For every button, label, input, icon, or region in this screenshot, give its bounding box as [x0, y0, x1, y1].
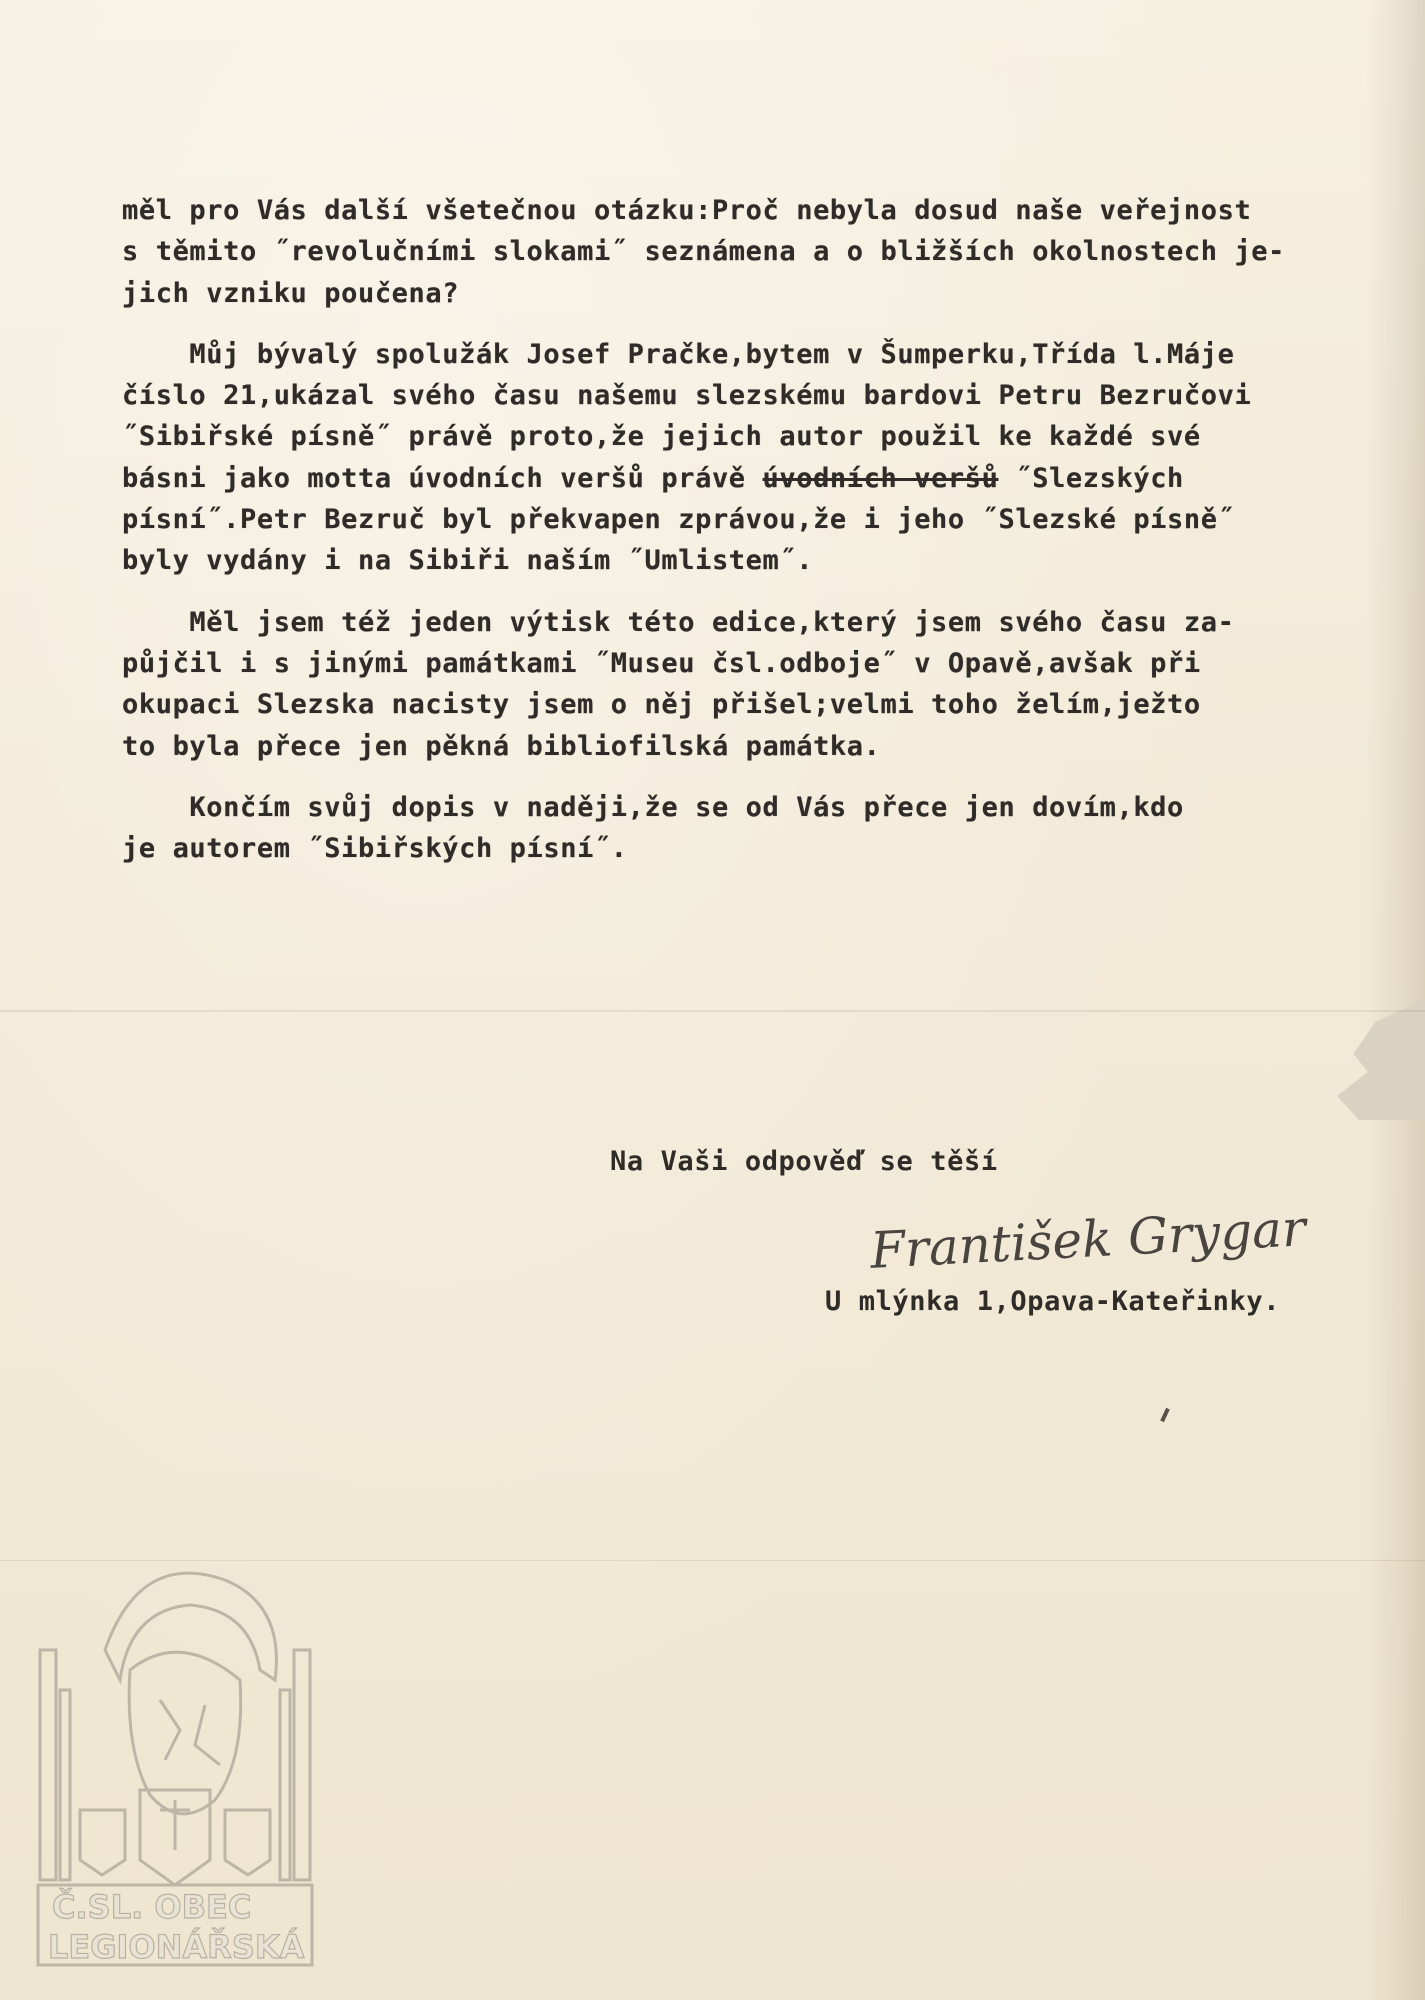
sender-address: U mlýnka 1,Opava-Kateřinky. [825, 1286, 1281, 1317]
struck-through-text: úvodních veršů [762, 462, 999, 494]
paragraph-gap [122, 582, 1352, 602]
letter-line: to byla přece jen pěkná bibliofilská památka. [122, 730, 881, 762]
paragraph-gap [122, 767, 1352, 787]
stamp-text-line-1: Č.SL. OBEC [52, 1888, 252, 1926]
paper-fold-crease [0, 1010, 1425, 1012]
letter-line: písní˝.Petr Bezruč byl překvapen zprávou,že i jeho ˝Slezské písně˝ [122, 504, 1235, 536]
paper-edge-shadow [1365, 0, 1425, 2000]
legion-emblem-stamp [30, 1530, 320, 1970]
letter-line: Můj bývalý spolužák Josef Pračke,bytem v Šumperku,Třída l.Máje [122, 338, 1235, 370]
letter-line: jich vzniku poučena? [122, 277, 460, 309]
letter-line: Měl jsem též jeden výtisk této edice,který jsem svého času za- [122, 606, 1235, 638]
letter-line: měl pro Vás další všetečnou otázku:Proč nebyla dosud naše veřejnost [122, 195, 1252, 226]
letter-line: Končím svůj dopis v naději,že se od Vás přece jen dovím,kdo [122, 791, 1184, 823]
closing-phrase: Na Vaši odpověď se těší [610, 1146, 998, 1177]
signature [860, 1180, 1310, 1290]
letter-line: číslo 21,ukázal svého času našemu slezskému bardovi Petru Bezručovi [122, 380, 1252, 412]
letter-body [122, 190, 1352, 869]
letter-line: okupaci Slezska nacisty jsem o něj přišel;velmi toho želím,ježto [122, 689, 1201, 721]
letter-line: ˝Sibiřské písně˝ právě proto,že jejich autor použil ke každé své [122, 421, 1201, 453]
letter-line-with-strike: básni jako motta úvodních veršů právě úvodních veršů ˝Slezských [122, 462, 1184, 494]
ink-mark [1160, 1408, 1170, 1422]
paragraph-gap [122, 314, 1352, 334]
letter-line: byly vydány i na Sibiři naším ˝Umlistem˝. [122, 545, 814, 577]
letter-line: půjčil i s jinými památkami ˝Museu čsl.odboje˝ v Opavě,avšak při [122, 647, 1201, 679]
stamp-text-line-2: LEGIONÁŘSKÁ [48, 1928, 305, 1966]
letter-line: je autorem ˝Sibiřských písní˝. [122, 833, 628, 865]
letter-line: s těmito ˝revolučními slokami˝ seznámena a o bližších okolnostech je- [122, 236, 1286, 268]
signature-text: František Grygar [868, 1199, 1308, 1280]
